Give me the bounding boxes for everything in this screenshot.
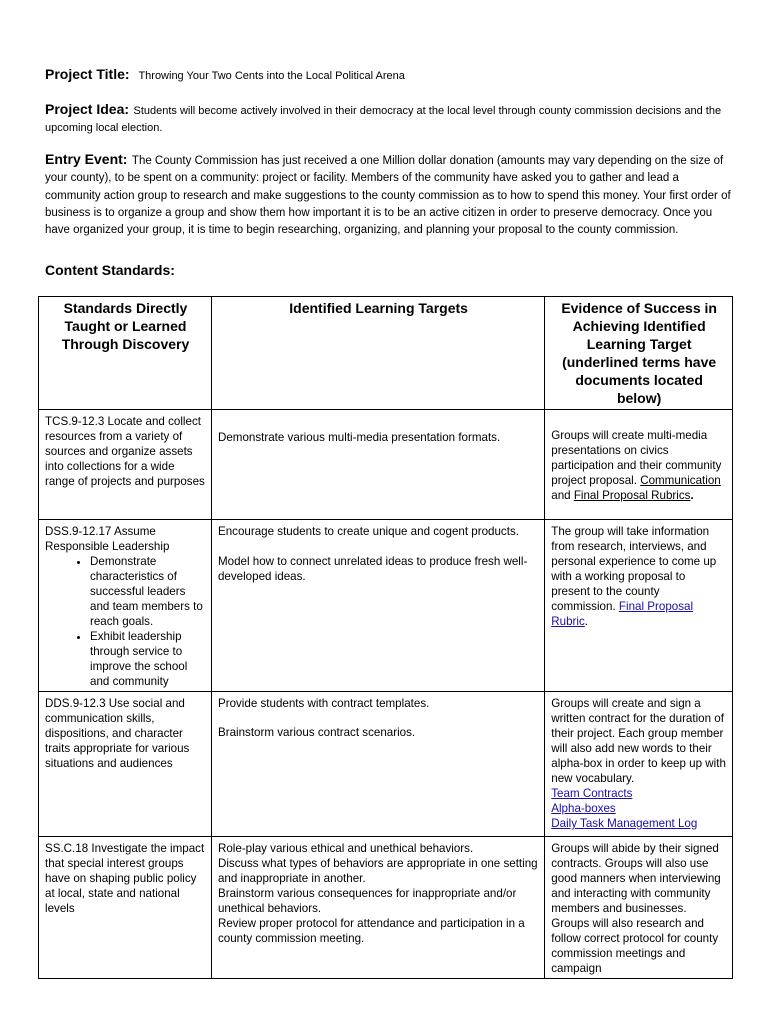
project-idea-value: Students will become actively involved in their democracy at the local level through county commission decisions and the upcoming local election. — [45, 105, 722, 134]
target-cell: Demonstrate various multi-media presentation formats. — [211, 410, 544, 520]
target-cell — [211, 520, 544, 692]
final-proposal-rubrics-link[interactable]: Final Proposal Rubrics — [573, 489, 691, 502]
target-text: Brainstorm various consequences for inappropriate and/or unethical behaviors. — [217, 887, 517, 915]
entry-event-label: Entry Event: — [45, 151, 128, 167]
evidence-cell — [545, 520, 733, 692]
team-contracts-link[interactable]: Team Contracts — [551, 787, 633, 800]
table-row — [39, 410, 733, 520]
evidence-cell — [545, 692, 733, 837]
content-standards-heading: Content Standards: — [45, 262, 175, 278]
entry-event-value: The County Commission has just received a one Million dollar donation (amounts may vary depending on the size of your county), to be spent on a community: project or facility. Members of the community have asked you to gather and lead a community action group to research and make suggestions to the county commission as to how to spend this money. Your first order of business is to organize a group and show them how important it is to be an active citizen in order to preserve democracy. Once you have organized your group, it is time to begin researching, organizing, and planning your proposal to the county commission. — [45, 155, 731, 237]
table-row — [39, 520, 733, 692]
evidence-text: Groups will create multi-media presentations on civics participation and their community project proposal. — [551, 429, 722, 487]
table-row — [39, 692, 733, 837]
standard-text: DSS.9-12.17 Assume Responsible Leadership — [45, 525, 170, 553]
standards-table — [38, 296, 733, 979]
standard-cell: DDS.9-12.3 Use social and communication skills, dispositions, and character traits appropriate for various situations and audiences — [39, 692, 212, 837]
daily-task-management-log-link[interactable]: Daily Task Management Log — [551, 817, 698, 830]
standard-cell: TCS.9-12.3 Locate and collect resources from a variety of sources and organize assets into collections for a wide range of projects and purposes — [39, 410, 212, 520]
project-idea-label: Project Idea: — [45, 101, 130, 117]
target-text: Encourage students to create unique and cogent products. — [217, 525, 519, 538]
alpha-boxes-link[interactable]: Alpha-boxes — [551, 802, 616, 815]
table-row — [39, 837, 733, 979]
evidence-cell — [545, 410, 733, 520]
evidence-text: The group will take information from research, interviews, and personal experience to come up with a working proposal to present to the county commission. — [551, 525, 717, 613]
project-title-row — [45, 66, 735, 84]
evidence-period: . — [690, 489, 694, 502]
evidence-period: . — [584, 615, 588, 628]
target-text: Discuss what types of behaviors are appropriate in one setting and inappropriate in another. — [217, 857, 538, 885]
final-proposal-rubric-link[interactable]: Final Proposal Rubric — [551, 600, 694, 628]
target-text: Role-play various ethical and unethical behaviors. — [217, 842, 474, 855]
target-text: Review proper protocol for attendance and participation in a county commission meeting. — [217, 917, 525, 945]
target-text: Provide students with contract templates. — [217, 697, 430, 710]
project-idea-row — [45, 101, 725, 136]
standard-cell — [39, 520, 212, 692]
list-item: • Demonstrate characteristics of successful leaders and team members to reach goals. — [90, 554, 206, 629]
project-title-label: Project Title: — [45, 66, 130, 82]
header-standards: Standards Directly Taught or Learned Through Discovery — [39, 297, 212, 410]
standard-cell: SS.C.18 Investigate the impact that special interest groups have on shaping public policy at local, state and national levels — [39, 837, 212, 979]
evidence-and: and — [551, 489, 571, 502]
header-evidence: Evidence of Success in Achieving Identified Learning Target (underlined terms have documents located below) — [545, 297, 733, 410]
communication-link[interactable]: Communication — [640, 474, 721, 487]
evidence-cell: Groups will abide by their signed contracts. Groups will also use good manners when interviewing and interacting with community members and businesses. Groups will also research and follow correct protocol for county commission meetings and campaign — [545, 837, 733, 979]
list-item: • Exhibit leadership through service to improve the school and community — [90, 629, 206, 689]
table-header-row — [39, 297, 733, 410]
standard-bullet-list — [45, 554, 206, 689]
target-text: Brainstorm various contract scenarios. — [217, 726, 416, 739]
target-text: Model how to connect unrelated ideas to produce fresh well-developed ideas. — [217, 555, 528, 583]
evidence-text: Groups will create and sign a written contract for the duration of their project. Each group member will also add new words to their alpha-box in order to keep up with new vocabulary. — [551, 697, 726, 785]
header-learning-targets: Identified Learning Targets — [211, 297, 544, 410]
project-title-value: Throwing Your Two Cents into the Local Political Arena — [138, 70, 405, 82]
target-cell — [211, 837, 544, 979]
entry-event-row — [45, 152, 735, 238]
target-cell — [211, 692, 544, 837]
